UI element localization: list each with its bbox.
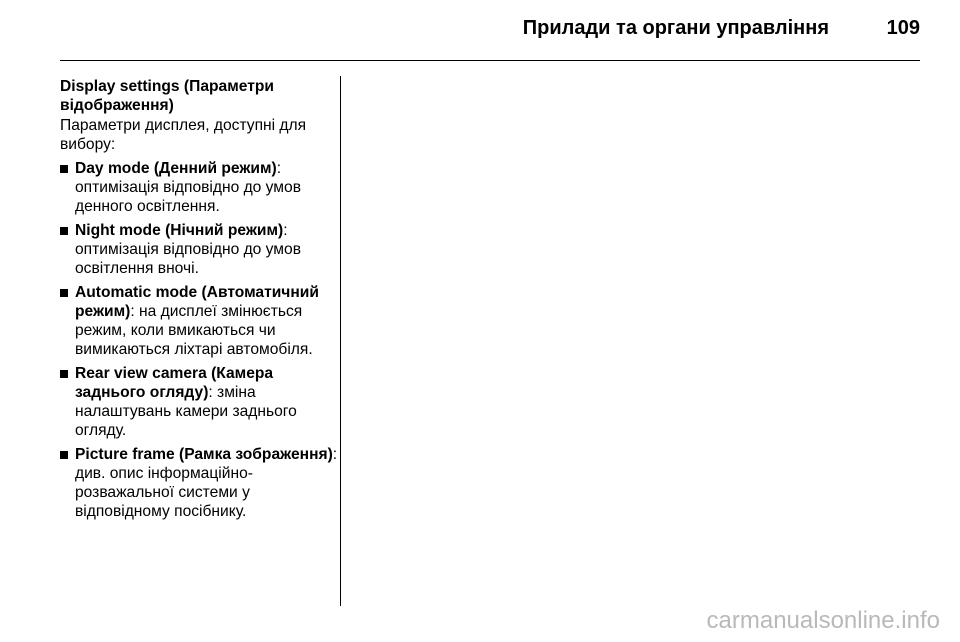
square-bullet-icon bbox=[60, 165, 68, 173]
page-header-title: Прилади та органи управління bbox=[522, 17, 829, 39]
column-divider bbox=[340, 76, 341, 606]
section-heading: Display settings (Параметри відображення) bbox=[60, 78, 274, 114]
watermark: carmanualsonline.info bbox=[706, 607, 940, 634]
option-rear-view-camera bbox=[60, 364, 338, 440]
option-picture-frame bbox=[60, 445, 338, 521]
option-description: : оптимізація відповідно до умов освітлення вночі. bbox=[75, 222, 301, 277]
option-description: : зміна налаштувань камери заднього огляду. bbox=[75, 384, 297, 439]
option-automatic-mode bbox=[60, 283, 338, 359]
option-title: Night mode (Нічний режим) bbox=[75, 222, 284, 239]
option-night-mode bbox=[60, 221, 338, 278]
option-day-mode bbox=[60, 159, 338, 216]
square-bullet-icon bbox=[60, 370, 68, 378]
option-title: Day mode (Денний режим) bbox=[75, 160, 277, 177]
option-title: Automatic mode (Автоматичний режим) bbox=[75, 284, 319, 320]
square-bullet-icon bbox=[60, 289, 68, 297]
header-divider bbox=[60, 60, 920, 61]
option-description: : на дисплеї змінюється режим, коли вмикаються чи вимикаються ліхтарі автомобіля. bbox=[75, 303, 313, 358]
option-title: Rear view camera (Камера заднього огляду) bbox=[75, 365, 274, 401]
left-column bbox=[60, 77, 338, 521]
option-description: : оптимізація відповідно до умов денного освітлення. bbox=[75, 160, 301, 215]
option-description: : див. опис інформаційно-розважальної системи у відповідному посібнику. bbox=[75, 446, 338, 520]
square-bullet-icon bbox=[60, 227, 68, 235]
square-bullet-icon bbox=[60, 451, 68, 459]
section-intro: Параметри дисплея, доступні для вибору: bbox=[60, 117, 307, 153]
option-title: Picture frame (Рамка зображення) bbox=[75, 446, 333, 463]
page-number: 109 bbox=[886, 17, 920, 39]
display-options-list bbox=[60, 159, 338, 521]
